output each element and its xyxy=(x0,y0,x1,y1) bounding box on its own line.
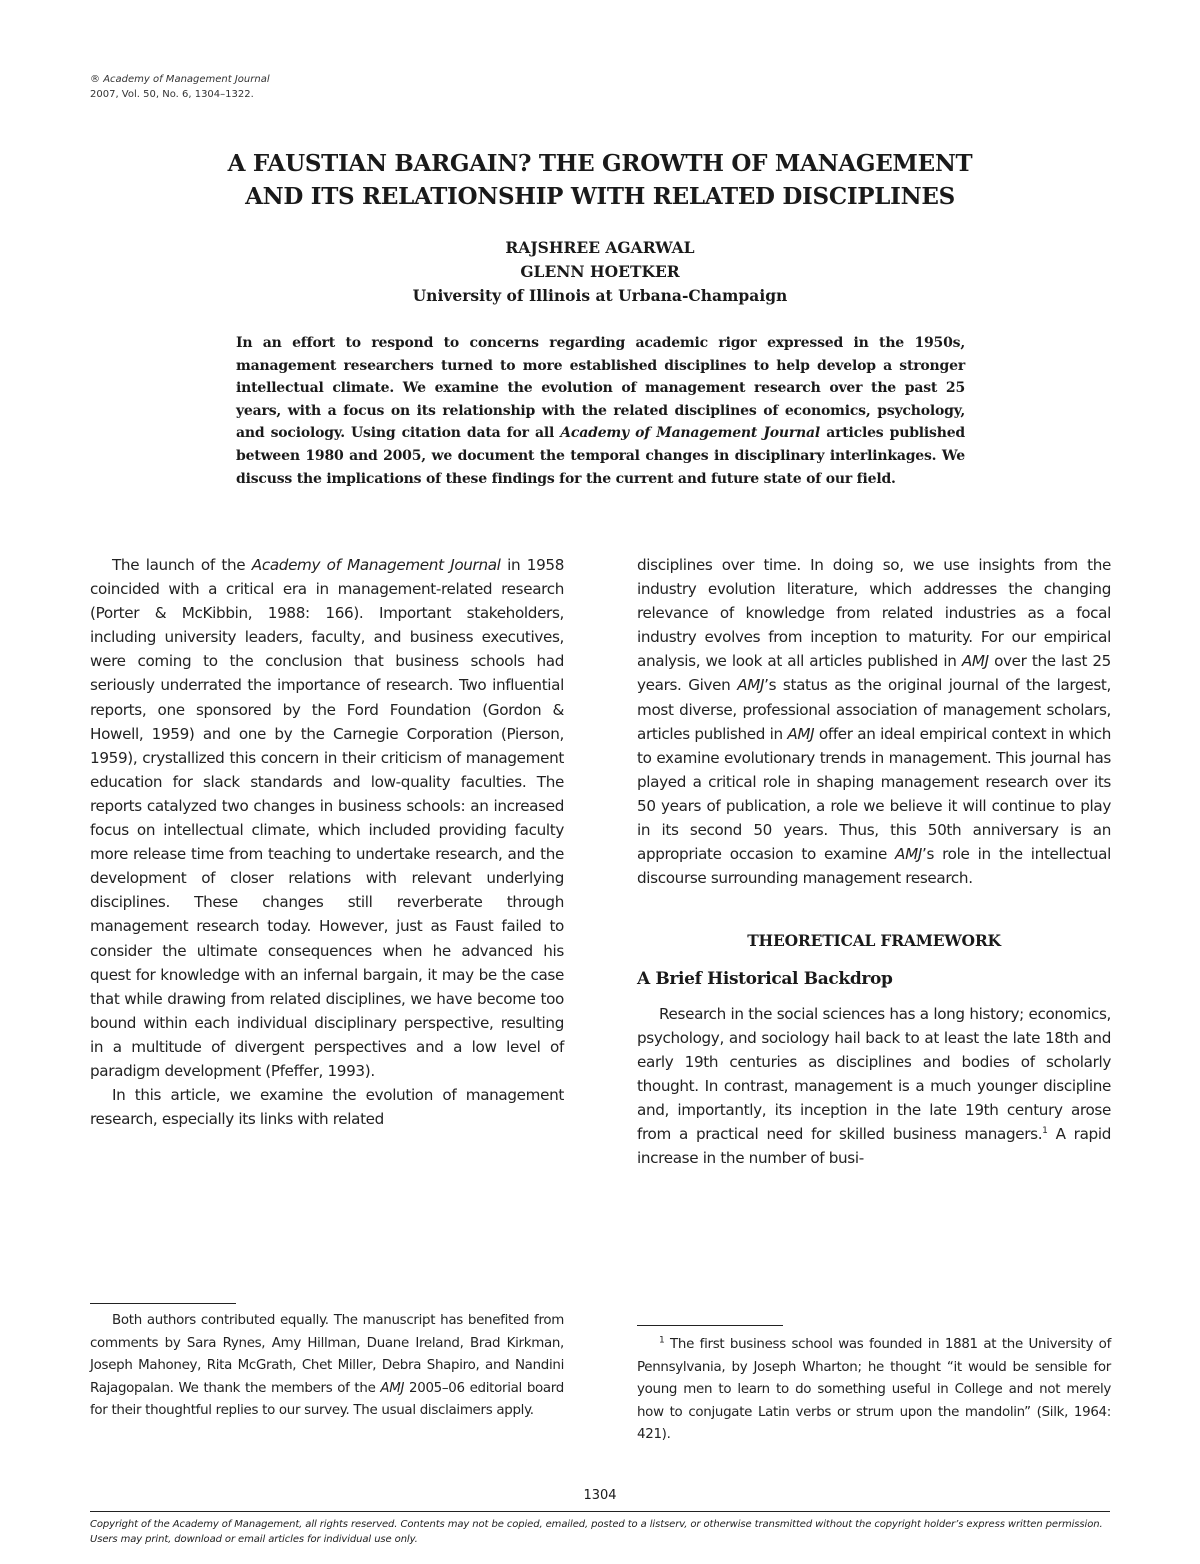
page-number: 1304 xyxy=(583,1488,617,1503)
subsection-heading: A Brief Historical Backdrop xyxy=(637,969,893,990)
footnote-number: 1 xyxy=(659,1335,665,1346)
section-heading: THEORETICAL FRAMEWORK xyxy=(747,931,1001,951)
copyright-notice: Copyright of the Academy of Management, all rights reserved. Contents may not be copied, emailed, posted to a listserv, or otherwise transmitted without the copyright holder’s express written permission. Users may print, download or email articles for individual use only. xyxy=(90,1519,1103,1545)
abstract-journal: Academy of Management Journal xyxy=(560,425,821,442)
text-run: Both authors contributed equally. The manuscript has benefited from comments by Sara Rynes, Amy Hillman, Duane Ireland, Brad Kirkman, Joseph Mahoney, Rita McGrath, Chet Miller, Debra Shapiro, and Nandini Rajagopalan. We thank the members of the xyxy=(90,1313,564,1396)
text-run: ’s role in the intellectual discourse surrounding management research. xyxy=(637,845,1111,888)
right-column xyxy=(637,553,1111,1170)
abstract xyxy=(236,332,965,490)
title-line-1: A FAUSTIAN BARGAIN? THE GROWTH OF MANAGEMENT xyxy=(227,150,973,177)
abstract-text-1: In an effort to respond to concerns regarding academic rigor expressed in the 1950s, management researchers turned to more established disciplines to help develop a stronger intellectual climate. We examine the evolution of management research over the past 25 years, with a focus on its relationship with the related disciplines of economics, psychology, and sociology. Using citation data for all xyxy=(236,335,965,442)
text-run: The first business school was founded in 1881 at the University of Pennsylvania, by Joseph Wharton; he thought “it would be sensible for young men to learn to do something useful in College and not merely how to conjugate Latin verbs or strum upon the mandolin” (Silk, 1964: 421). xyxy=(637,1337,1111,1442)
footnote-rule-right xyxy=(637,1325,783,1326)
footnote-rule-left xyxy=(90,1303,236,1304)
amj-italic: AMJ xyxy=(895,845,922,864)
body-paragraph-1 xyxy=(90,553,564,1083)
text-run: over the last 25 years. Given xyxy=(637,652,1111,695)
amj-italic: AMJ xyxy=(737,676,765,695)
abstract-text-2: articles published between 1980 and 2005, we document the temporal changes in disciplinary interlinkages. We discuss the implications of these findings for the current and future state of our field. xyxy=(236,425,965,487)
body-paragraph-2: In this article, we examine the evolution of management research, especially its links with related xyxy=(90,1086,564,1129)
footnote-acknowledgment xyxy=(90,1310,564,1423)
author-1: RAJSHREE AGARWAL xyxy=(505,238,695,257)
amj-italic: AMJ xyxy=(380,1380,405,1396)
left-column xyxy=(90,553,564,1131)
amj-italic: AMJ xyxy=(787,724,815,743)
bottom-divider xyxy=(90,1511,1110,1512)
article-title xyxy=(90,147,1110,213)
text-run: ’s status as the original journal of the largest, most diverse, professional association of management scholars, articles published in xyxy=(637,676,1111,743)
body-paragraph-continued xyxy=(637,553,1111,890)
text-run: The launch of the xyxy=(112,556,252,574)
footnote-left xyxy=(90,1310,564,1423)
journal-name: Academy of Management Journal xyxy=(103,74,270,85)
footnote-ref[interactable]: 1 xyxy=(1042,1125,1048,1136)
title-line-2: AND ITS RELATIONSHIP WITH RELATED DISCIPLINES xyxy=(245,183,955,210)
journal-masthead xyxy=(90,72,270,102)
text-run: Research in the social sciences has a long history; economics, psychology, and sociology hail back to at least the late 18th and early 19th centuries as disciplines and bodies of scholarly thought. In contrast, management is a much younger discipline and, importantly, its inception in the late 19th century arose from a practical need for skilled business managers. xyxy=(637,1004,1111,1143)
text-run: disciplines over time. In doing so, we use insights from the industry evolution literature, which addresses the changing relevance of knowledge from related industries as a focal industry evolves from inception to maturity. For our empirical analysis, we look at all articles published in xyxy=(637,556,1111,671)
footnote-1 xyxy=(637,1334,1111,1447)
journal-citation: 2007, Vol. 50, No. 6, 1304–1322. xyxy=(90,89,254,100)
journal-title-italic: Academy of Management Journal xyxy=(251,556,501,574)
text-run: offer an ideal empirical context in which to examine evolutionary trends in management. This journal has played a critical role in shaping management research over its 50 years of publication, a role we believe it will continue to play in its second 50 years. Thus, this 50th anniversary is an appropriate occasion to examine xyxy=(637,724,1111,864)
registered-mark: ® xyxy=(90,74,100,85)
amj-italic: AMJ xyxy=(961,652,989,671)
text-run: A rapid increase in the number of busi- xyxy=(637,1124,1111,1168)
author-2: GLENN HOETKER xyxy=(520,262,680,281)
text-run: in 1958 coincided with a critical era in management-related research (Porter & McKibbin, 1988: 166). Important stakeholders, including university leaders, faculty, and business executives, were coming to the conclusion that business schools had seriously underrated the importance of research. Two influential reports, one sponsored by the Ford Foundation (Gordon & Howell, 1959) and one by the Carnegie Corporation (Pierson, 1959), crystallized this concern in their criticism of management education for slack standards and low-quality faculties. The reports catalyzed two changes in business schools: an increased focus on intellectual climate, which included providing faculty more release time from teaching to undertake research, and the development of closer relations with relevant underlying disciplines. These changes still reverberate through management research today. However, just as Faust failed to consider the ultimate consequences when he advanced his quest for knowledge with an infernal bargain, it may be the case that while drawing from related disciplines, we have become too bound within each individual disciplinary perspective, resulting in a multitude of divergent perspectives and a low level of paradigm development (Pfeffer, 1993). xyxy=(90,556,565,1080)
affiliation: University of Illinois at Urbana-Champaign xyxy=(412,286,788,305)
journal-name-line xyxy=(90,72,270,87)
footnote-right xyxy=(637,1334,1111,1447)
text-run: 2005–06 editorial board for their thoughtful replies to our survey. The usual disclaimers apply. xyxy=(90,1380,564,1418)
body-paragraph-3 xyxy=(637,1002,1111,1171)
author-block xyxy=(90,236,1110,308)
